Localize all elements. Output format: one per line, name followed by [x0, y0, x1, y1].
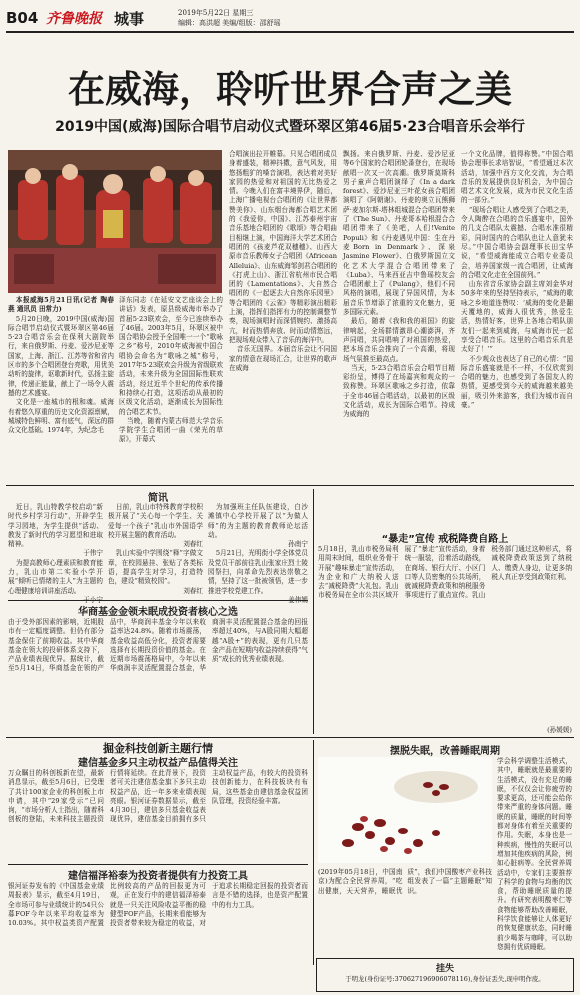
- jujube-photo: [318, 757, 492, 863]
- brief-item: 乳山实验中学围绕“释”字做文章，在校园悬挂、张贴了各类标语，提高学生对学习，打造特色，建设“精致校园”。: [108, 549, 203, 586]
- invest-article-body: 银河证券发布的《中国基金业绩周报表》显示，截至4月19日，全市场可参与业绩统计的54只公募FOF今年以来平均收益率为10.03%。其中权益类资产配置比例较高的产品的回报更为可观，正在发行中的建信福泽裕泰就是一只关注风险收益平衡的稳健型FOF产品，长期来看能够为投资者带来较为稳定的收益，对于追求长期稳定回报的投资者而言是不错的选择，也是资产配置中的有力工具。: [8, 882, 308, 928]
- main-article-col2: [119, 296, 223, 445]
- section-divider: [6, 485, 574, 486]
- jianxun-col3: [208, 503, 308, 605]
- sleep-article-body: 学会科学调整生活模式，其中，睡眠就是最重要的生活模式，没有充足的睡眠，不仅仅会让你疲劳的要求更高，还可能会给你带来严重的身体问题。睡眠的质量，睡眠的时间等都对身体有着至关重要的作用。失眠，本身也是一种疾病，慢性的失眠可以增加其他疾病的风险，例如心脏病等。全民营养周活动中，专家们主要推荐了科学的食物与均衡的饮食，帮助睡眠质量的提升。有研究表明酸枣仁等食物能够帮助改善睡眠，科学饮食能够让人体更好的恢复健康状态，同时睡前少喝茶与咖啡，可以助您拥有优质睡眠。: [497, 757, 572, 951]
- subheadline: 2019中国(威海)国际合唱节启动仪式暨环翠区第46届5·23合唱音乐会举行: [55, 119, 525, 135]
- lost-notice-text: 于明龙(身份证号:370627196906078116),身份证丢失,现申明作废。: [345, 975, 545, 983]
- main-article-col3: [229, 150, 337, 373]
- main-paragraph: 泽东同志《在延安文艺座谈会上的讲话》发表，原县级威海市举办了首届5·23联欢会，至今已连续举办了46届。2003年5月，环翠区被中国合唱协会授予全国唯一一个“歌咏之乡”称号，2010年威海被中国合唱协会命名为“歌咏之城”称号，2017年5·23联欢会升级为省级联欢活动，未来升级为全国国际性联欢活动，经过近半个世纪的传承传播和持续心打造，这项活动从最初的区级文化活动，逐渐成长为国际性的合唱艺术节。: [119, 296, 223, 416]
- fund-divider: [8, 600, 308, 601]
- main-article-col1: [8, 296, 114, 435]
- section-divider: [6, 737, 574, 738]
- brief-item: 为加强班主任队伍建设，白沙滩镇中心学校开展了以“为做人师”的为主题的教育教师论坛活动。: [208, 503, 308, 539]
- spread-article-body: 5月18日，乳山市税务局利用周末时间，组织业务骨干开展“趣味暴走”宣传活动，为企业和广大纳税人送去“减税降费”大礼包。乳山市税务局在全市公共区域开展了“暴走”宣传活动，身着统一服装，沿着活动路线，在商场、银行大厅、小区门口等人员密集的公共场所，就减税降费政策和纳税服务事项进行了重点宣传。乳山税务部门通过这种形式，将减税降费政策送到了纳税人、缴费人身边，让更多纳税人真正享受到政策红利。: [318, 545, 572, 600]
- main-paragraph: 当天，5·23合唱音乐会合唱节目精彩纷呈，博得了在场嘉宾和观众的一致称赞。环翠区歌咏之乡打造，依靠于全市46届合唱活动，以最初的区级文化活动，成长为国际合唱节。持成为威海的: [343, 363, 455, 419]
- brief-item: 近日，乳山特教学校启动“新时代乡村学习行动”，开辟学生学习园地，为学生提供“活动、教发了新时代的学习愿望和进取精神。: [8, 503, 103, 549]
- paper-logo: 齐鲁晚报: [46, 11, 102, 27]
- main-paragraph: 飘扬。来自俄罗斯、丹麦、爱沙尼亚等6个国家的合唱团轮番登台，在现场献唱一次又一次高潮。俄罗斯莫斯科男子童声合唱团演绎了《In a dark forest》、爱沙尼亚三叶花女孩合唱团演唱了《阿朝谢》、丹麦的奥立瓦熊狮萨·麦加尔斯-塔林组城混合合唱团带来了《The Sun》、丹麦哥本哈根混合合唱团带来了《美吧，人们!Venite Populi》和《丹麦遇见中国：生在丹麦Born in Denmark》、深泉Jasmine Flower》、白俄罗斯国立文化艺术大学混合合唱团带来了《Luba》、马来西亚吉中鲁瑶校友会合唱团献上了《Pulang》，他们不同风格的演唱，展现了异国风情，为本届音乐节增添了浓重的文化魅力，更多国际元素。: [343, 150, 455, 317]
- jianxun-col2: [108, 503, 203, 596]
- main-paragraph: 不少观众也表达了自己的心情：“国际音乐盛宴就是不一样，不仅欣赏到合唱的魅力，也感受到了各国友人的热情，更感受到今天的威海越来越美丽，吸引外来游客，我们为城市而自豪。”: [461, 354, 573, 410]
- lost-notice-title: 挂失: [435, 964, 454, 974]
- fund-article-title: 华商基金金领未眠成投资者核心之选: [78, 607, 238, 618]
- main-paragraph: 山东省音乐家协会副主席刘金华对50多年来的坚持坚持表示，“威海的歌咏之乡地道连赞叹：‘威海的变化是翻天覆地的，威海人很优秀，热爱生活，热情好客，世界上各地合唱队朋友们一起来到威海，与威海市民一起享受合唱音乐。这里的合唱音乐真是太好了！’”: [461, 280, 573, 354]
- spread-article-title: “暴走”宣传 戒税降费自路上: [381, 534, 509, 545]
- tech-article-title: 掘金科技创新主题行情: [103, 742, 213, 755]
- brief-item: 为提高教师心理素质和教育能力，乳山市第二实验小学开展“倾听已情绪的主人”为主题的心理健康培训讲座活动。: [8, 558, 103, 595]
- masthead: [6, 4, 574, 30]
- lost-notice-box: [316, 958, 574, 992]
- brief-item: 5月21日，光明街小学全体党员及党员干部前往乳山张家庄烈士陵园祭扫，向革命先烈表达崇敬之情，坚持了这一批被领悟，进一步推进学校党建工作。: [208, 549, 308, 595]
- main-paragraph: 5月20日晚，2019中国(威海)国际合唱节启动仪式暨环翠区第46届5·23合唱音乐会在保利大剧院举行，来自俄罗斯、丹麦、爱沙尼亚等国家，上海、浙江、江苏等省和省内区市的多个合唱团登台亮歌，用优美动听的旋律，讴歌新时代，弘扬主旋律，传递正能量，献上了一场令人震撼的艺术盛宴。: [8, 314, 114, 397]
- column-divider: [313, 489, 314, 734]
- spread-article-author: (孙媛媛): [547, 726, 572, 734]
- headline: 在威海，聆听世界合声之美: [68, 68, 512, 111]
- main-paragraph: “现场合唱让人感受到了合唱之美，令人陶醉在合唱的音乐盛宴中，国外的几支合唱队太震撼、合唱水准很精彩，同时国内的合唱队也让人意犹未尽。”中国合唱协会副理事长田宝华说，“希望威海能成立合唱专业委员会，培养国家级一流合唱团，让威海的合唱文化走在全国前列。”: [461, 205, 573, 279]
- jianxun-col1: [8, 503, 103, 605]
- brief-author: 孙南宁: [288, 540, 308, 549]
- main-paragraph: 最后，随着《我和我的祖国》的旋律响起，全场群情激昂心潮澎湃，齐声同唱，共同唱响了对祖国的热爱，把本场音乐会推向了一个高潮，将现场气氛推至最高点。: [343, 317, 455, 363]
- main-paragraph: 当晚，随着内蒙古师范大学音乐学院学生合唱团一曲《荣光的草原》，开幕式: [119, 416, 223, 444]
- main-paragraph: 合唱演出拉开帷幕。只见合唱团成员身着盛装，精神抖擞，意气风发，用悠扬粗犷的嗓音演唱，表达着对美好家园的热爱和对祖国的无比热爱之情。今晚入们在富丰境界伊，随后，上海广播电视台合唱团的《让世界都赞美你》、山东烟台海都合唱艺术团的《我爱你，中国》、江苏泰州宇宙音乐基地合唱团的《歌颂》等合唱曲目相继上演，中国海洋大学艺术团合唱团的《孩麦芦花双穗穗》、山西大原市音乐教师女子合唱团《Africean Alleluia》、山东威海邹剑君合唱团的《打虎上山》、浙江省杭州市民合唱团的《Lamentations》、大自然合唱团的《一起逐去大自然你乐园里》等合唱团的《云雀》等精彩演出精彩上演，指挥们指挥有力的控制调整节奏，现场演唱时而深情婉约、激扬高亢，时而热情奔放、时而动情悠远，把现场观众带入了音乐的海洋中。: [229, 150, 337, 344]
- tech-article-body: 万众瞩目的科创板新在望，最新消息显示，截至5月6日，已受理了共计100家企业的科创板上市申请，其中“29家受示”已问询，“市场分析人士指出，随着科创板的登陆，未来科技主题投资行情将延续。在此背景下，投资者可关注建信基金旗下多只主动权益产品，近一年多来业绩表现亮眼。银河证券数据显示，截至4月30日，建信多只基金收益表现优异，建信基金目前拥有多只主动权益产品，有较大的投资科技创新能力，在科技板块有布局，这些基金由建信基金权益团队管理，投资经验丰富。: [8, 769, 308, 824]
- main-paragraph: 一个文化品牌，值得称赞。”中国合唱协会理事长求培智说，“希望通过本次活动，加强中西方文化交流，为合唱音乐的发展提供良好机会，为中国合唱艺术文化发展，成为市民文化生活的一部分。”: [461, 150, 573, 205]
- main-paragraph: 文化是一座城市的根和魂。威海有着悠久厚重的历史文化资源禀赋，城城特色鲜明、富有底气，深远的群众文化基础。1974年，为纪念毛: [8, 398, 114, 435]
- brief-author: 于伟宁: [83, 549, 103, 558]
- fund-article-body: 由于受外部因素的影响，近期股市有一定幅度调整。但仍有部分基金保住了前期收益。其中华商基金在领大的投研体系支持下，产品业绩表现优异。据统计，截至5月14日，华商基金在领的产品中，华商润丰基金今年以来收益率达24.8%。随着市场震荡，基金收益高低分化，投资者需要选择有长期投资价值的基金。在近期市场震荡格局中，今年以来华商润丰灵活配置混合基金，华商润丰灵活配置混合基金的回报率超过40%，与A股同期大幅超越“A股+”的表现，更有几只基金产品在短期内收益持续获得“气质”成长的优秀业绩表现。: [8, 618, 308, 673]
- choir-photo: [8, 150, 222, 293]
- invest-article-title: 建信福泽裕泰为投资者提供有力投资工具: [68, 871, 248, 882]
- main-article-col5: [461, 150, 573, 410]
- sleep-article-lead: (2019年05月18日，中国南京)为配合全民营养周，“吃出健康，天天营养，睡眠优质”，我们中国酸枣产业科技组发表了一篇“主题睡眠”知识。: [318, 868, 492, 895]
- column-divider: [313, 740, 314, 965]
- brief-author: 刘春红: [183, 540, 203, 549]
- brief-item: 日前，乳山市特殊教育学校积极开展了“关心每一个学生、关爱每一个孩子”乳山市外国语学校开展主题的教育活动。: [108, 503, 203, 539]
- tech-article-subtitle: 建信基金多只主动权益产品值得关注: [78, 758, 238, 769]
- sleep-article-title: 摆脱失眠，改善睡眠周期: [390, 746, 500, 757]
- issue-date: 2019年5月22日 星期三: [178, 9, 254, 17]
- main-paragraph: 音乐无国界。本届音乐会让不同国家的情意在现场汇合，让世界的歌声在威海: [229, 345, 337, 372]
- invest-divider: [8, 864, 308, 865]
- main-article-col4: [343, 150, 455, 420]
- photo-caption: 本报威海5月21日讯(记者 陶春燕 通讯员 田常力): [8, 296, 114, 314]
- jianxun-title: 简讯: [148, 493, 168, 504]
- page-number: B04: [6, 9, 39, 27]
- masthead-divider: [6, 31, 574, 33]
- section-name: 城事: [114, 10, 145, 28]
- editor-credit: 编辑：高洪超 美编/组版：邵舒瑶: [178, 19, 281, 27]
- brief-author: 刘春红: [183, 586, 203, 595]
